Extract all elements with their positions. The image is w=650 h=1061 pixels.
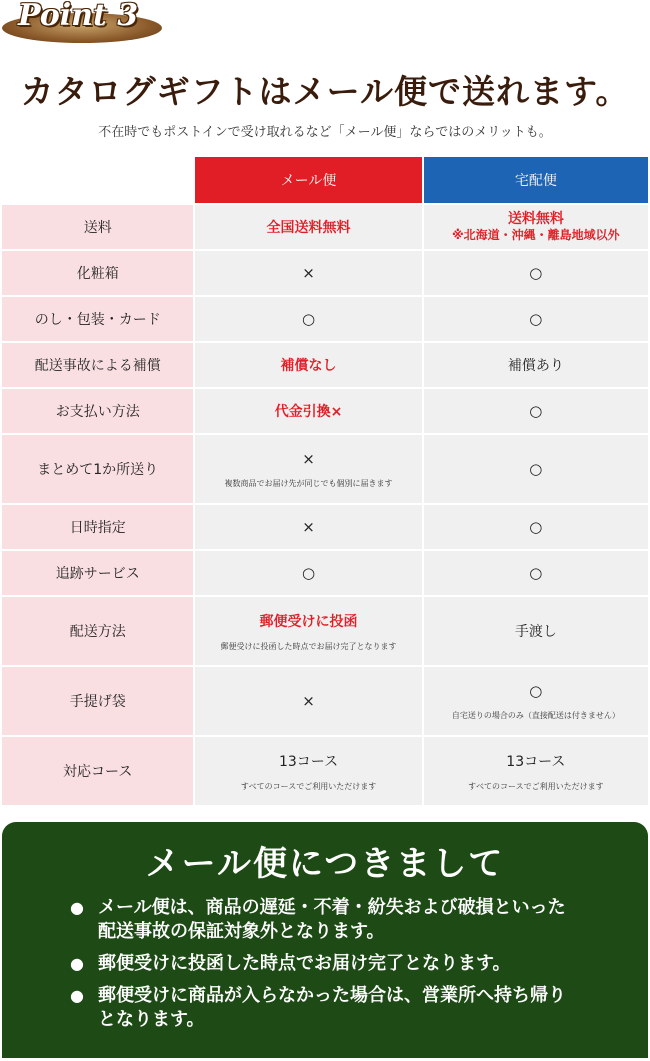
- mail-cell: [195, 389, 421, 433]
- mail-value: ×: [302, 449, 315, 468]
- table-row: [2, 667, 648, 735]
- mail-value: 補償なし: [280, 358, 337, 374]
- table-row: [2, 205, 648, 249]
- mail-cell: [195, 505, 421, 549]
- bullet-icon: ●: [70, 898, 84, 917]
- notice-panel: [2, 822, 648, 1058]
- row-label: 追跡サービス: [2, 551, 193, 595]
- takuhai-value: 送料無料: [507, 211, 564, 227]
- takuhai-value: 手渡し: [514, 624, 557, 640]
- table-row: [2, 737, 648, 805]
- takuhai-cell: [424, 297, 648, 341]
- mail-cell: [195, 251, 421, 295]
- header-blank: [2, 157, 193, 203]
- table-row: [2, 435, 648, 503]
- takuhai-value: ○: [529, 681, 543, 700]
- row-label: 手提げ袋: [2, 667, 193, 735]
- takuhai-value: ○: [529, 564, 543, 582]
- mail-cell: [195, 667, 421, 735]
- notice-list: [70, 896, 578, 1040]
- badge-text: Point 3: [18, 0, 139, 33]
- takuhai-cell: [424, 435, 648, 503]
- bullet-icon: ●: [70, 954, 84, 973]
- takuhai-note: ※北海道・沖縄・離島地域以外: [452, 228, 620, 242]
- takuhai-cell: [424, 389, 648, 433]
- takuhai-cell: [424, 597, 648, 665]
- takuhai-value: ○: [529, 264, 543, 282]
- takuhai-note: 自宅送りの場合のみ（直接配送は付きません）: [451, 710, 620, 720]
- mail-value: 代金引換×: [274, 404, 343, 420]
- notice-title: メール便につきまして: [145, 844, 505, 884]
- mail-cell: [195, 597, 421, 665]
- mail-cell: [195, 205, 421, 249]
- row-label: 対応コース: [2, 737, 193, 805]
- comparison-table: [2, 157, 648, 805]
- page-title: カタログギフトはメール便で送れます。: [20, 72, 630, 111]
- takuhai-value: ○: [529, 460, 543, 478]
- takuhai-cell: [424, 667, 648, 735]
- mail-cell: [195, 435, 421, 503]
- notice-item: [70, 896, 578, 944]
- table-row: [2, 505, 648, 549]
- takuhai-value: ○: [529, 402, 543, 420]
- header-mail: メール便: [195, 157, 421, 203]
- mail-value: 全国送料無料: [266, 220, 351, 236]
- takuhai-cell: [424, 343, 648, 387]
- notice-text: メール便は、商品の遅延・不着・紛失および破損といった配送事故の保証対象外となります。: [98, 897, 566, 942]
- takuhai-cell: [424, 505, 648, 549]
- takuhai-cell: [424, 205, 648, 249]
- table-body: [2, 205, 648, 805]
- mail-value: ○: [302, 310, 316, 328]
- row-label: のし・包装・カード: [2, 297, 193, 341]
- table-row: [2, 389, 648, 433]
- row-label: 配送事故による補償: [2, 343, 193, 387]
- mail-cell: [195, 551, 421, 595]
- takuhai-value: ○: [529, 310, 543, 328]
- row-label: まとめて1か所送り: [2, 435, 193, 503]
- mail-value: 郵便受けに投函: [259, 613, 358, 630]
- table-row: [2, 343, 648, 387]
- row-label: お支払い方法: [2, 389, 193, 433]
- takuhai-cell: [424, 251, 648, 295]
- notice-item: [70, 984, 578, 1032]
- table-header: [2, 157, 648, 203]
- point-badge: [0, 0, 165, 45]
- row-label: 送料: [2, 205, 193, 249]
- mail-value: ×: [302, 264, 315, 282]
- mail-note: すべてのコースでご利用いただけます: [240, 781, 377, 791]
- mail-value: 13コース: [278, 753, 339, 770]
- mail-cell: [195, 343, 421, 387]
- takuhai-value: 13コース: [506, 753, 566, 770]
- takuhai-value: 補償あり: [507, 358, 564, 374]
- row-label: 化粧箱: [2, 251, 193, 295]
- row-label: 配送方法: [2, 597, 193, 665]
- mail-value: ○: [302, 564, 316, 582]
- table-row: [2, 597, 648, 665]
- page-subtitle: 不在時でもポストインで受け取れるなど「メール便」ならではのメリットも。: [98, 125, 552, 140]
- mail-value: ×: [302, 692, 315, 710]
- notice-text: 郵便受けに商品が入らなかった場合は、営業所へ持ち帰りとなります。: [98, 985, 566, 1030]
- header-takuhai: 宅配便: [424, 157, 648, 203]
- mail-note: 郵便受けに投函した時点でお届け完了となります: [220, 641, 397, 651]
- takuhai-cell: [424, 551, 648, 595]
- table-row: [2, 297, 648, 341]
- notice-item: [70, 952, 578, 976]
- table-row: [2, 251, 648, 295]
- mail-value: ×: [302, 518, 315, 536]
- row-label: 日時指定: [2, 505, 193, 549]
- mail-cell: [195, 737, 421, 805]
- bullet-icon: ●: [70, 986, 84, 1005]
- table-row: [2, 551, 648, 595]
- takuhai-cell: [424, 737, 648, 805]
- mail-cell: [195, 297, 421, 341]
- takuhai-value: ○: [529, 518, 543, 536]
- mail-note: 複数商品でお届け先が同じでも個別に届きます: [224, 478, 393, 488]
- takuhai-note: すべてのコースでご利用いただけます: [468, 781, 604, 791]
- notice-text: 郵便受けに投函した時点でお届け完了となります。: [98, 953, 511, 974]
